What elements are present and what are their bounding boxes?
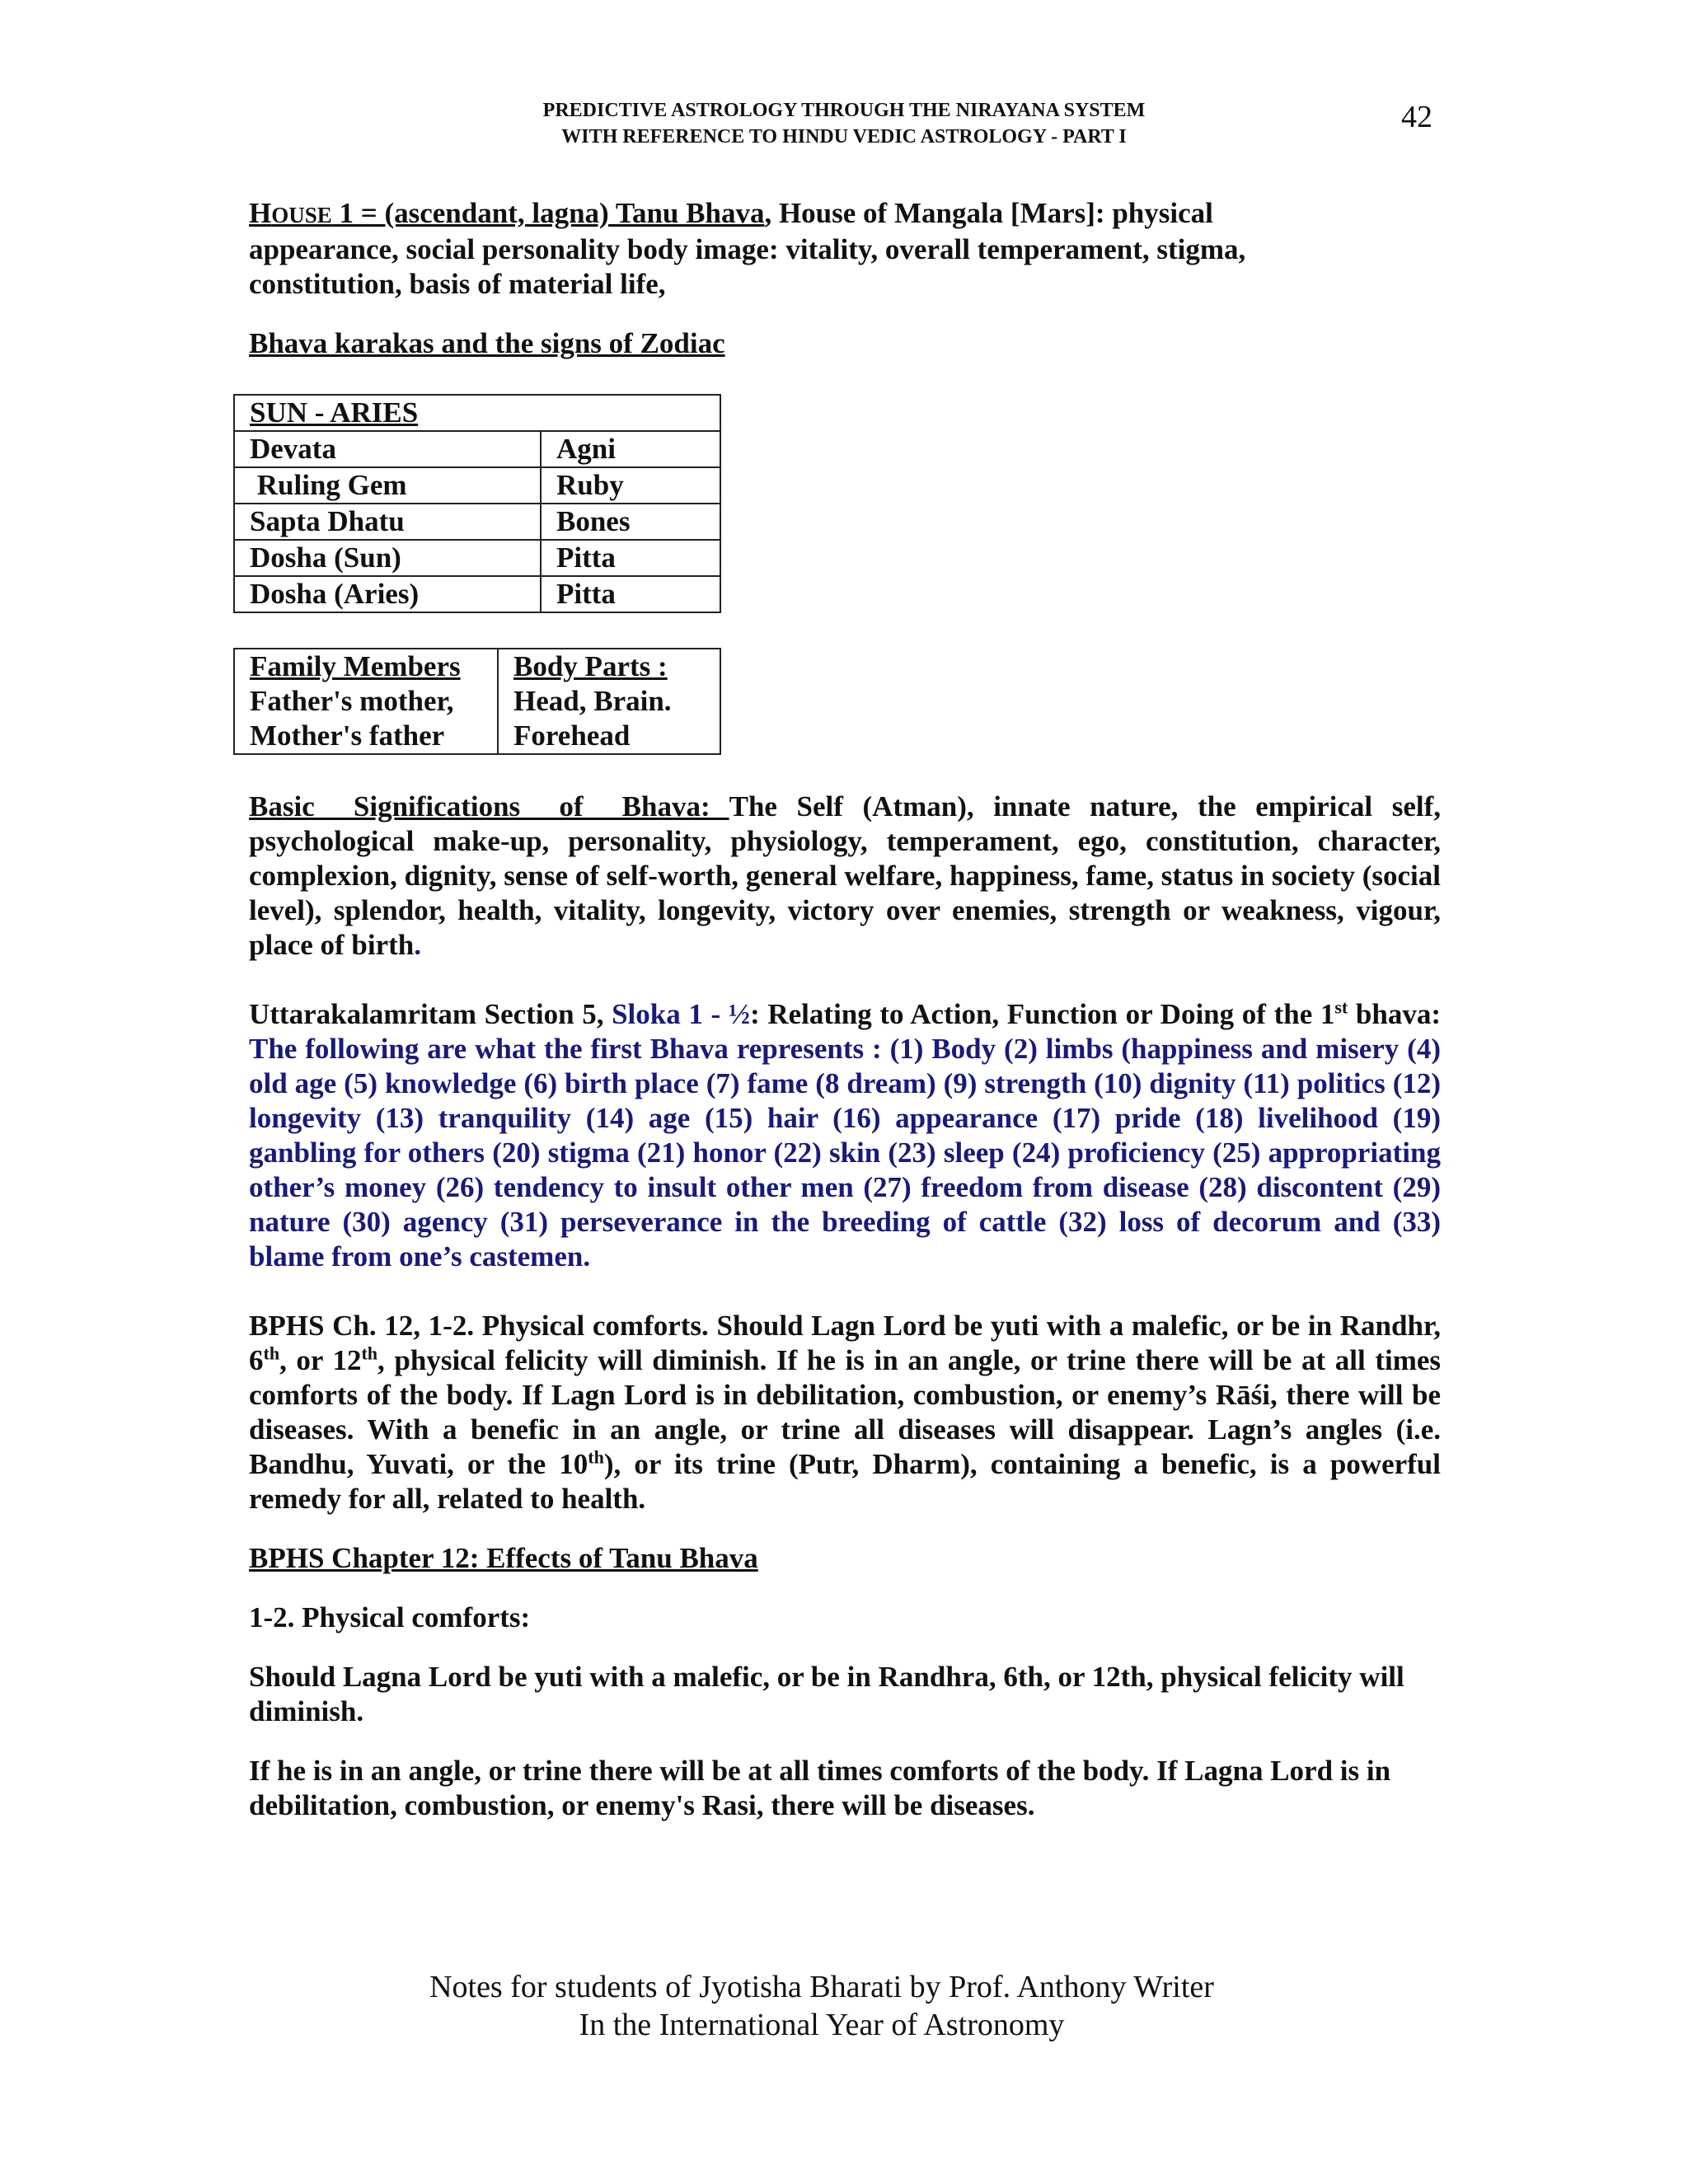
bphs-paragraph: BPHS Ch. 12, 1-2. Physical comforts. Should Lagn Lord be yuti with a malefic, or be in Randhr, 6th, or 12th, physical felicity will diminish. If he is in an angle, or trine there will be at all times comforts of the body. If Lagn Lord is in debilitation, combustion, or enemy’s Rāśi, there will be diseases. With a benefic in an angle, or trine all diseases will disappear. Lagn’s angles (i.e. Bandhu, Yuvati, or the 10th), or its trine (Putr, Dharm), containing a benefic, is a powerful remedy for all, related to health. bbox=[249, 1310, 1442, 1515]
sun-aries-table bbox=[233, 394, 721, 613]
family-body-table bbox=[233, 648, 721, 755]
basic-significations-paragraph: Basic Significations of Bhava: The Self (Atman), innate nature, the empirical self, psychological make-up, personality, physiology, temperament, ego, constitution, character, complexion, dignity, sense of self-worth, general welfare, happiness, fame, status in society (social level), splendor, health, vitality, longevity, victory over enemies, strength or weakness, vigour, place of birth. bbox=[249, 790, 1441, 961]
karakas-heading: Bhava karakas and the signs of Zodiac bbox=[249, 327, 725, 359]
header-line-2: WITH REFERENCE TO HINDU VEDIC ASTROLOGY - PART I bbox=[561, 126, 1127, 148]
table-row: Ruling Gem Ruby bbox=[234, 467, 720, 504]
page-number: 42 bbox=[1401, 100, 1432, 134]
chapter-heading: BPHS Chapter 12: Effects of Tanu Bhava bbox=[249, 1542, 758, 1574]
uttarakalamritam-paragraph: Uttarakalamritam Section 5, Sloka 1 - ½: Relating to Action, Function or Doing of the 1st bhava: The following are what the first Bhava represents : (1) Body (2) limbs (happiness and misery (4) old age (5) knowledge (6) birth place (7) fame (8 dream) (9) strength (10) dignity (11) politics (12) longevity (13) tranquility (14) age (15) hair (16) appearance (17) pride (18) livelihood (19) ganbling for others (20) stigma (21) honor (22) skin (23) sleep (24) proficiency (25) appropriating other’s money (26) tendency to insult other men (27) freedom from disease (28) discontent (29) nature (30) agency (31) perseverance in the breeding of cattle (32) loss of decorum and (33) blame from one’s castemen. bbox=[249, 996, 1441, 1272]
house-1-label: HOUSE 1 = (ascendant, lagna) Tanu Bhava bbox=[249, 197, 765, 229]
footer-line-2: In the International Year of Astronomy bbox=[579, 2008, 1065, 2042]
house-1-paragraph bbox=[249, 196, 1370, 302]
footer-line-1: Notes for students of Jyotisha Bharati by Prof. Anthony Writer bbox=[429, 1970, 1214, 2004]
table-row: Dosha (Aries) Pitta bbox=[234, 576, 720, 612]
family-members-cell: Family Members Father's mother, Mother's father bbox=[234, 649, 498, 754]
page-footer bbox=[0, 1968, 1643, 2044]
page-body bbox=[249, 196, 1441, 1823]
table-row: Dosha (Sun) Pitta bbox=[234, 540, 720, 576]
sloka-reference: Sloka 1 - ½ bbox=[612, 998, 751, 1030]
basic-significations-label: Basic Significations of Bhava: bbox=[249, 790, 729, 823]
lagna-lord-paragraph-1: Should Lagna Lord be yuti with a malefic, or be in Randhra, 6th, or 12th, physical felicity will diminish. bbox=[249, 1661, 1404, 1727]
header-line-1: PREDICTIVE ASTROLOGY THROUGH THE NIRAYANA SYSTEM bbox=[542, 100, 1146, 121]
first-bhava-list: The following are what the first Bhava represents : (1) Body (2) limbs (happiness and misery (4) old age (5) knowledge (6) birth place (7) fame (8 dream) (9) strength (10) dignity (11) politics (12) longevity (13) tranquility (14) age (15) hair (16) appearance (17) pride (18) livelihood (19) ganbling for others (20) stigma (21) honor (22) skin (23) sleep (24) proficiency (25) appropriating other’s money (26) tendency to insult other men (27) freedom from disease (28) discontent (29) nature (30) agency (31) perseverance in the breeding of cattle (32) loss of decorum and (33) blame from one’s castemen. bbox=[249, 1033, 1441, 1272]
running-header bbox=[0, 97, 1688, 150]
lagna-lord-paragraph-2: If he is in an angle, or trine there will be at all times comforts of the body. If Lagna Lord is in debilitation, combustion, or enemy's Rasi, there will be diseases. bbox=[249, 1755, 1391, 1821]
table-row: Devata Agni bbox=[234, 431, 720, 467]
house-1-description: , House of Mangala [Mars]: physical appearance, social personality body image: vitality, overall temperament, stigma, constitution, basis of material life, bbox=[249, 197, 1246, 300]
sun-aries-title: SUN - ARIES bbox=[234, 395, 720, 431]
table-row: Sapta Dhatu Bones bbox=[234, 504, 720, 540]
physical-comforts-heading: 1-2. Physical comforts: bbox=[249, 1601, 531, 1633]
body-parts-cell: Body Parts : Head, Brain. Forehead bbox=[498, 649, 720, 754]
